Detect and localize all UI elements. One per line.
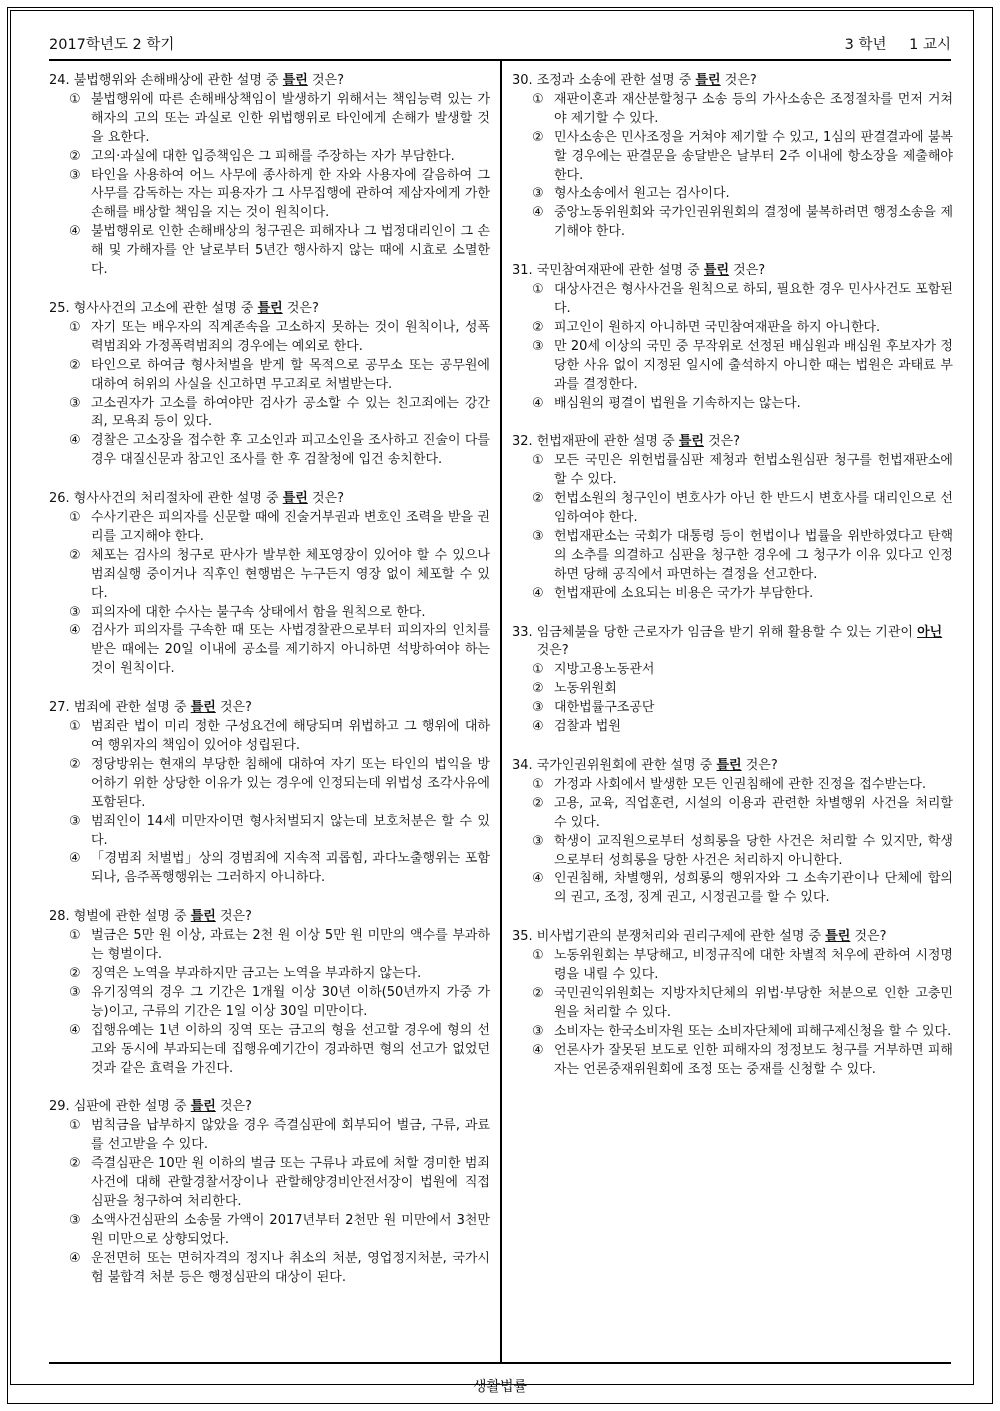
- option-number: ③: [69, 167, 81, 183]
- option-text: 체포는 검사의 청구로 판사가 발부한 체포영장이 있어야 할 수 있으나 범죄실행 중이거나 직후인 현행범은 누구든지 영장 없이 체포할 수 있다.: [91, 547, 490, 601]
- question-number: 26.: [49, 491, 70, 507]
- question-stem: [49, 300, 490, 319]
- grade-period: [827, 33, 951, 54]
- answer-option: [69, 850, 490, 888]
- answer-option: [69, 604, 490, 623]
- option-number: ③: [69, 395, 81, 411]
- option-text: 경찰은 고소장을 접수한 후 고소인과 피고소인을 조사하고 진술이 다를 경우 대질신문과 참고인 조사를 한 후 검찰청에 입건 송치한다.: [91, 433, 490, 468]
- question-text: [537, 757, 953, 776]
- option-number: ③: [532, 1023, 544, 1039]
- question-stem: [512, 262, 953, 281]
- question-34: [512, 757, 953, 908]
- option-text: 범죄란 법이 미리 정한 구성요건에 해당되며 위법하고 그 행위에 대하여 행위자의 책임이 있어야 성립된다.: [91, 719, 490, 753]
- question-text-post: 것은?: [215, 909, 252, 925]
- column-divider: [500, 61, 502, 1362]
- option-number: ④: [69, 623, 81, 639]
- answer-option: [69, 91, 490, 148]
- option-text: 「경범죄 처벌법」상의 경범죄에 지속적 괴롭힘, 과다노출행위는 포함되나, 음주폭행행위는 그러하지 아니하다.: [91, 851, 490, 886]
- question-31: [512, 262, 953, 413]
- question-stem: [49, 908, 490, 927]
- answer-option: [69, 622, 490, 679]
- question-text-pre: 헌법재판에 관한 설명 중: [536, 434, 679, 450]
- option-number: ④: [532, 1042, 544, 1058]
- option-text: 배심원의 평결이 법원을 기속하지는 않는다.: [554, 395, 801, 411]
- question-stem: [49, 1098, 490, 1117]
- question-text: [74, 908, 490, 927]
- option-text: 언론사가 잘못된 보도로 인한 피해자의 정정보도 청구를 거부하면 피해자는 언론중재위원회에 조정 또는 중재를 신청할 수 있다.: [554, 1042, 953, 1077]
- question-text-pre: 형사사건의 고소에 관한 설명 중: [73, 300, 258, 316]
- question-text-pre: 범죄에 관한 설명 중: [73, 700, 191, 716]
- question-text-pre: 형사사건의 처리절차에 관한 설명 중: [73, 491, 283, 507]
- option-text: 검찰과 법원: [554, 719, 621, 735]
- question-text-post: 것은?: [720, 73, 757, 88]
- answer-option: [532, 680, 953, 699]
- question-text: [537, 624, 953, 662]
- question-text: [537, 72, 953, 91]
- question-text-post: 것은?: [729, 263, 766, 279]
- question-text: [74, 490, 490, 509]
- question-stem: [512, 433, 953, 452]
- question-text-post: 것은?: [741, 758, 778, 773]
- answer-option: [532, 585, 953, 604]
- question-28: [49, 908, 490, 1078]
- option-number: ④: [532, 395, 544, 411]
- option-number: ③: [532, 833, 544, 849]
- question-text-pre: 조정과 소송에 관한 설명 중: [536, 73, 696, 88]
- option-text: 정당방위는 현재의 부당한 침해에 대하여 자기 또는 타인의 법익을 방어하기 위한 상당한 이유가 있는 경우에 인정되는데 위법성 조각사유에 포함된다.: [91, 756, 490, 810]
- question-text-pre: 비사법기관의 분쟁처리와 권리구제에 관한 설명 중: [536, 929, 826, 945]
- answer-option: [532, 699, 953, 718]
- question-text: [74, 72, 490, 91]
- option-text: 집행유예는 1년 이하의 징역 또는 금고의 형을 선고할 경우에 형의 선고와 동시에 부과되는데 집행유예기간이 경과하면 형의 선고가 없었던 것과 같은 효력을 가진다.: [91, 1022, 490, 1076]
- option-number: ④: [69, 1250, 81, 1266]
- question-stem: [512, 72, 953, 91]
- option-text: 징역은 노역을 부과하지만 금고는 노역을 부과하지 않는다.: [91, 965, 422, 981]
- answer-option: [532, 870, 953, 908]
- footer-rule: [49, 1362, 951, 1364]
- option-number: ④: [69, 224, 81, 240]
- answer-option: [532, 319, 953, 338]
- option-number: ①: [69, 510, 81, 526]
- question-text: [74, 699, 490, 718]
- option-number: ③: [69, 984, 81, 1000]
- answer-option: [69, 148, 490, 167]
- option-number: ①: [69, 928, 81, 944]
- option-number: ①: [532, 662, 544, 678]
- answer-option: [532, 129, 953, 186]
- option-text: 타인으로 하여금 형사처벌을 받게 할 목적으로 공무소 또는 공무원에 대하여 허위의 사실을 신고하면 무고죄로 처벌받는다.: [91, 357, 490, 392]
- option-text: 헌법재판에 소요되는 비용은 국가가 부담한다.: [554, 585, 814, 601]
- semester-label: 2017학년도 2 학기: [49, 36, 175, 53]
- question-32: [512, 433, 953, 603]
- answer-option: [532, 718, 953, 737]
- question-text-post: 것은?: [215, 1099, 252, 1115]
- option-text: 자기 또는 배우자의 직계존속을 고소하지 못하는 것이 원칙이나, 성폭력범죄와 가정폭력범죄의 경우에는 예외로 한다.: [91, 319, 490, 354]
- answer-option: [69, 395, 490, 433]
- exam-header: [49, 30, 951, 56]
- question-30: [512, 72, 953, 242]
- question-keyword: 틀린: [190, 1099, 216, 1115]
- option-text: 고의·과실에 대한 입증책임은 그 피해를 주장하는 자가 부담한다.: [91, 148, 455, 164]
- answer-option: [532, 281, 953, 319]
- option-number: ②: [532, 681, 544, 697]
- option-text: 만 20세 이상의 국민 중 무작위로 선정된 배심원과 배심원 후보자가 정당한 사유 없이 지정된 일시에 출석하지 아니한 때는 법원은 과태료 부과를 결정한다.: [554, 338, 953, 392]
- option-number: ④: [69, 433, 81, 449]
- question-text-post: 것은?: [703, 434, 741, 450]
- answer-option: [532, 833, 953, 871]
- option-number: ②: [532, 795, 544, 811]
- answer-option: [69, 509, 490, 547]
- question-keyword: 틀린: [703, 263, 730, 279]
- option-number: ②: [69, 148, 81, 164]
- option-number: ②: [69, 965, 81, 981]
- option-text: 수사기관은 피의자를 신문할 때에 진술거부권과 변호인 조력을 받을 권리를 고지해야 한다.: [91, 510, 490, 544]
- question-text-post: 것은?: [536, 643, 569, 659]
- answer-option: [532, 1023, 953, 1042]
- question-text-pre: 국민참여재판에 관한 설명 중: [536, 263, 704, 279]
- answer-option: [69, 965, 490, 984]
- option-number: ③: [532, 186, 544, 202]
- option-number: ②: [69, 756, 81, 772]
- answer-option: [532, 1042, 953, 1080]
- question-keyword: 틀린: [190, 909, 216, 925]
- answer-option: [532, 661, 953, 680]
- option-text: 소액사건심판의 소송물 가액이 2017년부터 2천만 원 미만에서 3천만 원 미만으로 상향되었다.: [91, 1212, 490, 1247]
- option-text: 소비자는 한국소비자원 또는 소비자단체에 피해구제신청을 할 수 있다.: [554, 1023, 952, 1039]
- option-text: 타인을 사용하여 어느 사무에 종사하게 한 자와 사용자에 갈음하여 그 사무를 감독하는 자는 피용자가 그 사무집행에 관하여 제삼자에게 가한 손해를 배상할 책임을 지는 것이 원칙이다.: [91, 167, 490, 221]
- question-text-post: 것은?: [850, 929, 887, 945]
- question-stem: [49, 72, 490, 91]
- option-text: 중앙노동위원회와 국가인권위원회의 결정에 불복하려면 행정소송을 제기해야 한다.: [554, 205, 953, 240]
- option-text: 헌법재판소는 국회가 대통령 등이 헌법이나 법률을 위반하였다고 탄핵의 소추를 의결하고 심판을 청구한 경우에 그 청구가 이유 있다고 인정하면 당해 공직에서 파면하는 결정을 선고한다.: [554, 528, 953, 582]
- option-text: 범죄인이 14세 미만자이면 형사처벌되지 않는데 보호처분은 할 수 있다.: [91, 813, 490, 848]
- option-number: ④: [69, 851, 81, 867]
- question-text: [537, 433, 953, 452]
- answer-option: [69, 1155, 490, 1212]
- option-number: ③: [532, 528, 544, 544]
- option-text: 국민권익위원회는 지방자치단체의 위법·부당한 처분으로 인한 고충민원을 처리할 수 있다.: [554, 985, 953, 1020]
- option-text: 대상사건은 형사사건을 원칙으로 하되, 필요한 경우 민사사건도 포함된다.: [554, 282, 953, 316]
- answer-option: [532, 985, 953, 1023]
- answer-option: [69, 813, 490, 851]
- answer-option: [532, 490, 953, 528]
- question-text-post: 것은?: [307, 491, 345, 507]
- answer-option: [532, 528, 953, 585]
- option-text: 피고인이 원하지 아니하면 국민참여재판을 하지 아니한다.: [554, 319, 881, 335]
- question-text: [537, 928, 953, 947]
- option-text: 검사가 피의자를 구속한 때 또는 사법경찰관으로부터 피의자의 인치를 받은 때에는 20일 이내에 공소를 제기하지 아니하면 석방하여야 하는 것이 원칙이다.: [91, 623, 490, 677]
- question-29: [49, 1098, 490, 1287]
- answer-option: [69, 718, 490, 756]
- question-text-pre: 임금체불을 당한 근로자가 임금을 받기 위해 활용할 수 있는 기관이: [536, 624, 918, 640]
- answer-option: [69, 1022, 490, 1079]
- question-keyword: 틀린: [282, 491, 308, 507]
- option-number: ④: [532, 585, 544, 601]
- option-text: 모든 국민은 위헌법률심판 제청과 헌법소원심판 청구를 헌법재판소에 할 수 있다.: [554, 453, 953, 488]
- question-number: 27.: [49, 700, 70, 716]
- option-number: ④: [532, 871, 544, 887]
- option-number: ①: [69, 1118, 81, 1134]
- option-text: 유기징역의 경우 그 기간은 1개월 이상 30년 이하(50년까지 가중 가능)이고, 구류의 기간은 1일 이상 30일 미만이다.: [91, 984, 490, 1019]
- option-number: ③: [69, 604, 81, 620]
- question-24: [49, 72, 490, 280]
- question-number: 35.: [512, 929, 533, 945]
- question-number: 25.: [49, 300, 70, 316]
- question-number: 30.: [512, 73, 533, 88]
- option-text: 인권침해, 차별행위, 성희롱의 행위자와 그 소속기관이나 단체에 합의의 권고, 조정, 징계 권고, 시정권고를 할 수 있다.: [554, 871, 953, 906]
- option-number: ②: [69, 357, 81, 373]
- option-number: ③: [532, 700, 544, 716]
- right-column: [512, 72, 953, 1100]
- question-keyword: 틀린: [825, 929, 851, 945]
- answer-option: [69, 1117, 490, 1155]
- question-stem: [512, 928, 953, 947]
- answer-option: [532, 947, 953, 985]
- option-number: ①: [532, 948, 544, 964]
- question-keyword: 틀린: [190, 700, 216, 716]
- question-text-pre: 형벌에 관한 설명 중: [73, 909, 191, 925]
- answer-option: [532, 185, 953, 204]
- answer-option: [532, 452, 953, 490]
- question-number: 31.: [512, 263, 533, 279]
- question-35: [512, 928, 953, 1079]
- question-number: 34.: [512, 758, 533, 773]
- answer-option: [69, 756, 490, 813]
- question-number: 24.: [49, 73, 70, 88]
- option-text: 노동위원회: [554, 681, 617, 697]
- option-number: ①: [69, 319, 81, 335]
- option-text: 형사소송에서 원고는 검사이다.: [554, 186, 730, 202]
- question-keyword: 틀린: [695, 73, 721, 88]
- option-number: ②: [532, 319, 544, 335]
- answer-option: [69, 984, 490, 1022]
- period-label: 1 교시: [909, 36, 951, 53]
- question-text-pre: 불법행위와 손해배상에 관한 설명 중: [73, 73, 283, 88]
- option-text: 불법행위로 인한 손해배상의 청구권은 피해자나 그 법정대리인이 그 손해 및 가해자를 안 날로부터 5년간 행사하지 않는 때에 시효로 소멸한다.: [91, 224, 490, 278]
- option-number: ①: [532, 453, 544, 469]
- question-keyword: 틀린: [282, 73, 308, 88]
- question-stem: [512, 624, 953, 662]
- answer-option: [532, 338, 953, 395]
- option-text: 운전면허 또는 면허자격의 정지나 취소의 처분, 영업정지처분, 국가시험 불합격 처분 등은 행정심판의 대상이 된다.: [91, 1250, 490, 1285]
- subject-footer: 생활법률: [472, 1379, 528, 1395]
- question-text-post: 것은?: [215, 700, 252, 716]
- answer-option: [69, 547, 490, 604]
- question-text-post: 것은?: [282, 300, 319, 316]
- option-text: 고소권자가 고소를 하여야만 검사가 공소할 수 있는 친고죄에는 강간죄, 모욕죄 등이 있다.: [91, 395, 490, 430]
- option-number: ④: [69, 1022, 81, 1038]
- answer-option: [532, 795, 953, 833]
- answer-option: [69, 357, 490, 395]
- option-text: 벌금은 5만 원 이상, 과료는 2천 원 이상 5만 원 미만의 액수를 부과하는 형벌이다.: [91, 928, 490, 963]
- option-text: 민사소송은 민사조정을 거쳐야 제기할 수 있고, 1심의 판결결과에 불복할 경우에는 판결문을 송달받은 날부터 2주 이내에 항소장을 제출해야 한다.: [554, 129, 953, 183]
- option-text: 재판이혼과 재산분할청구 소송 등의 가사소송은 조정절차를 먼저 거쳐야 제기할 수 있다.: [554, 91, 953, 126]
- question-33: [512, 624, 953, 737]
- question-text-post: 것은?: [307, 73, 345, 88]
- question-text: [74, 1098, 490, 1117]
- option-text: 노동위원회는 부당해고, 비정규직에 대한 차별적 처우에 관하여 시정명령을 내릴 수 있다.: [554, 948, 953, 983]
- option-text: 불법행위에 따른 손해배상책임이 발생하기 위해서는 책임능력 있는 가해자의 고의 또는 과실로 인한 위법행위로 타인에게 손해가 발생할 것을 요한다.: [91, 91, 490, 145]
- option-number: ①: [69, 91, 81, 107]
- option-number: ②: [69, 547, 81, 563]
- answer-option: [69, 319, 490, 357]
- option-text: 범칙금을 납부하지 않았을 경우 즉결심판에 회부되어 벌금, 구류, 과료를 선고받을 수 있다.: [91, 1118, 490, 1153]
- question-number: 28.: [49, 909, 70, 925]
- answer-option: [532, 776, 953, 795]
- question-stem: [49, 699, 490, 718]
- question-25: [49, 300, 490, 470]
- option-text: 고용, 교육, 직업훈련, 시설의 이용과 관련한 차별행위 사건을 처리할 수 있다.: [554, 795, 953, 830]
- option-text: 가정과 사회에서 발생한 모든 인권침해에 관한 진정을 접수받는다.: [554, 776, 927, 792]
- option-number: ③: [532, 338, 544, 354]
- question-keyword: 아닌: [917, 624, 943, 640]
- question-stem: [49, 490, 490, 509]
- option-number: ④: [532, 719, 544, 735]
- question-text-pre: 국가인권위원회에 관한 설명 중: [536, 758, 717, 773]
- option-text: 대한법률구조공단: [554, 700, 655, 716]
- question-keyword: 틀린: [678, 434, 704, 450]
- option-number: ④: [532, 205, 544, 221]
- question-number: 29.: [49, 1099, 70, 1115]
- option-number: ①: [532, 282, 544, 298]
- grade-label: 3 학년: [844, 36, 887, 53]
- option-text: 학생이 교직원으로부터 성희롱을 당한 사건은 처리할 수 있지만, 학생으로부터 성희롱을 당한 사건은 처리하지 아니한다.: [554, 833, 953, 868]
- option-text: 헌법소원의 청구인이 변호사가 아닌 한 반드시 변호사를 대리인으로 선임하여야 한다.: [554, 491, 953, 526]
- question-keyword: 틀린: [257, 300, 283, 316]
- question-number: 32.: [512, 434, 533, 450]
- answer-option: [69, 167, 490, 224]
- option-number: ②: [69, 1156, 81, 1172]
- option-number: ②: [532, 491, 544, 507]
- option-number: ①: [532, 776, 544, 792]
- option-number: ③: [69, 1212, 81, 1228]
- option-number: ①: [532, 91, 544, 107]
- answer-option: [69, 927, 490, 965]
- question-27: [49, 699, 490, 888]
- answer-option: [69, 1212, 490, 1250]
- answer-option: [69, 1250, 490, 1288]
- left-column: [49, 72, 490, 1307]
- answer-option: [532, 395, 953, 414]
- question-text: [74, 300, 490, 319]
- option-text: 피의자에 대한 수사는 불구속 상태에서 함을 원칙으로 한다.: [91, 604, 426, 620]
- question-26: [49, 490, 490, 679]
- question-text: [537, 262, 953, 281]
- answer-option: [69, 223, 490, 280]
- question-number: 33.: [512, 624, 533, 640]
- option-number: ②: [532, 985, 544, 1001]
- option-text: 즉결심판은 10만 원 이하의 벌금 또는 구류나 과료에 처할 경미한 범죄사건에 대해 관할경찰서장이나 관할해양경비안전서장이 법원에 직접 심판을 청구하여 처리한다.: [91, 1156, 490, 1209]
- question-keyword: 틀린: [716, 758, 742, 773]
- question-stem: [512, 757, 953, 776]
- option-number: ③: [69, 813, 81, 829]
- option-number: ①: [69, 719, 81, 735]
- answer-option: [532, 91, 953, 129]
- answer-option: [69, 432, 490, 470]
- option-number: ②: [532, 129, 544, 145]
- answer-option: [532, 204, 953, 242]
- question-text-pre: 심판에 관한 설명 중: [73, 1099, 191, 1115]
- option-text: 지방고용노동관서: [554, 662, 655, 678]
